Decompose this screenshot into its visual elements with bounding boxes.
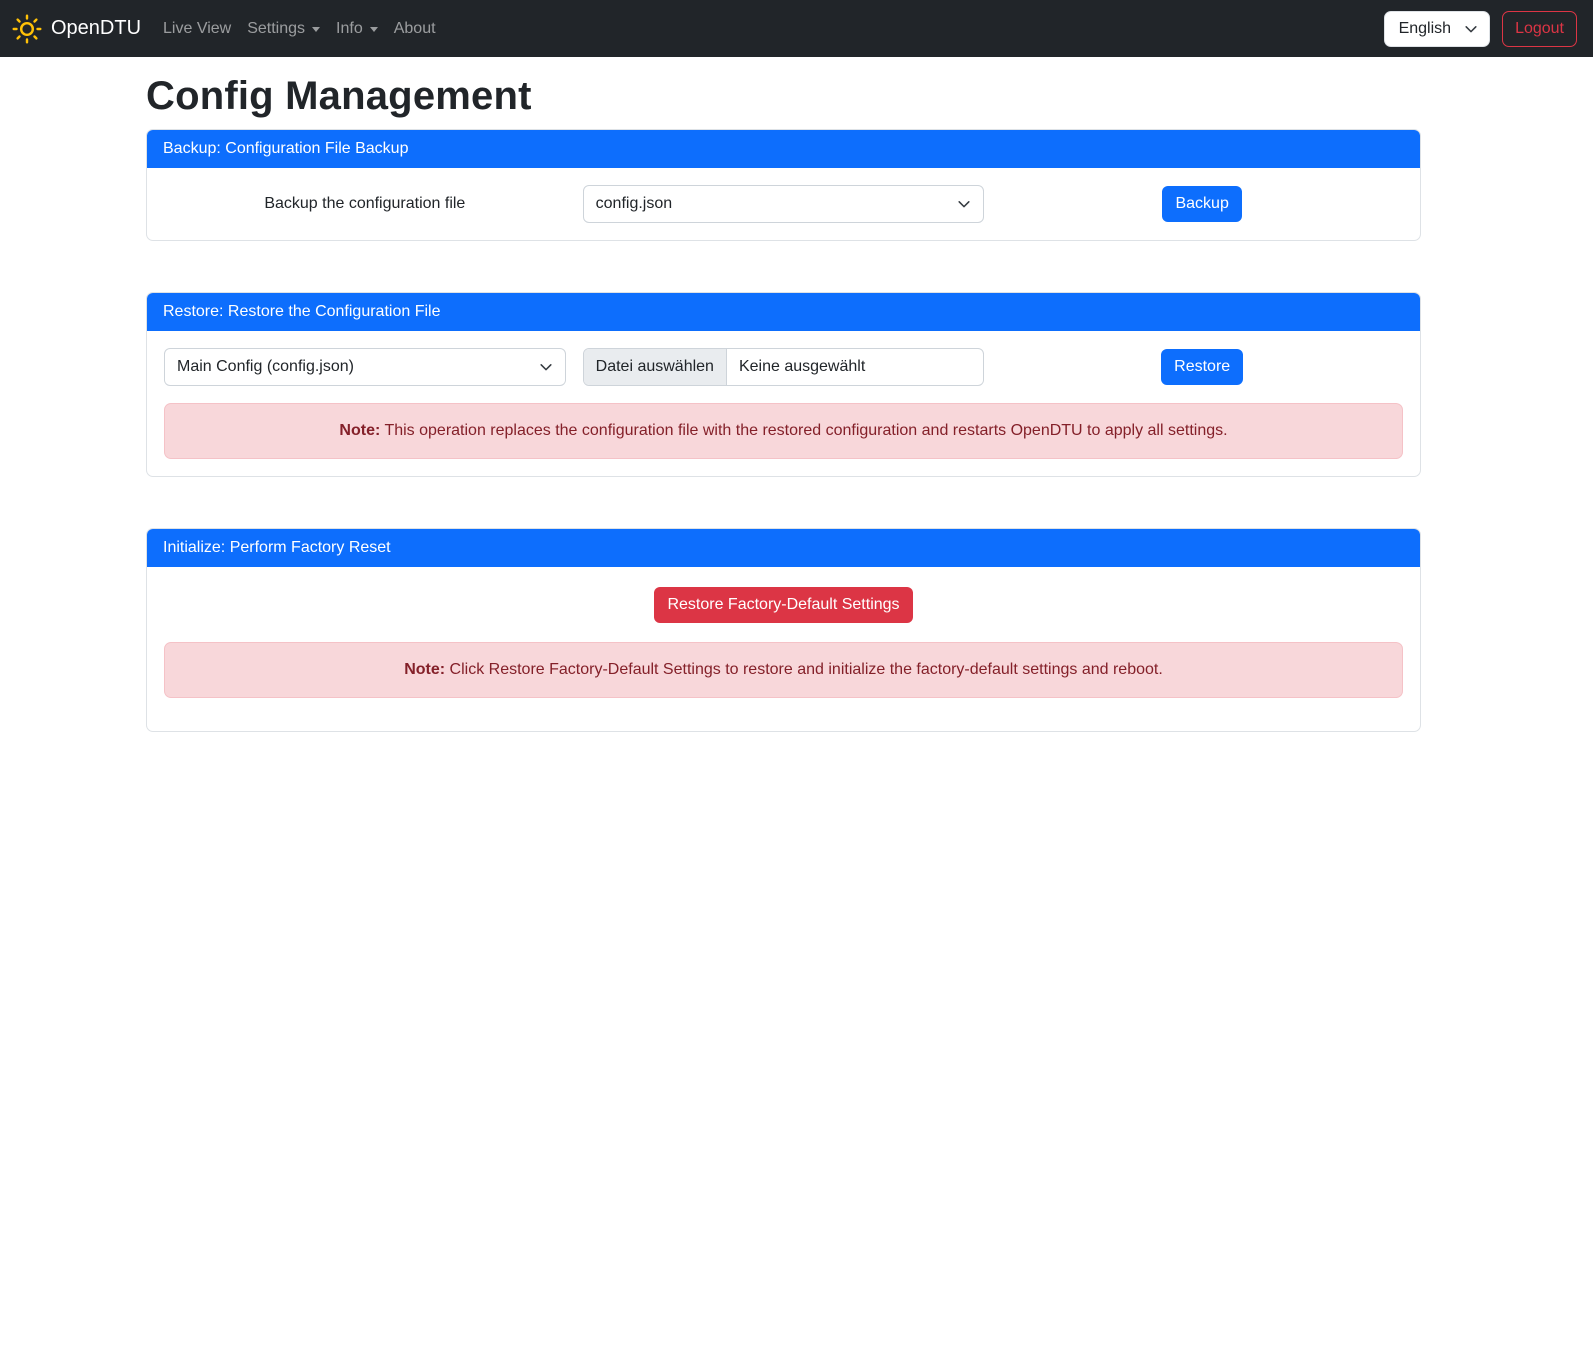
restore-note-alert	[164, 403, 1403, 459]
chevron-down-icon	[1464, 22, 1478, 36]
chevron-down-icon	[539, 360, 553, 374]
chevron-down-icon	[957, 197, 971, 211]
navbar	[0, 0, 1593, 57]
restore-config-select[interactable]	[164, 348, 566, 386]
restore-button[interactable]: Restore	[1161, 349, 1243, 385]
nav-item-settings[interactable]	[239, 12, 328, 46]
factory-note-alert	[164, 642, 1403, 698]
restore-card-body	[147, 331, 1420, 476]
backup-card-header: Backup: Configuration File Backup	[147, 130, 1420, 168]
language-select-value: English	[1398, 19, 1452, 37]
main-content	[146, 74, 1421, 732]
restore-config-select-value: Main Config (config.json)	[177, 358, 354, 375]
backup-file-select-value: config.json	[595, 195, 673, 212]
restore-file-input[interactable]	[583, 348, 985, 386]
navbar-right	[1384, 11, 1577, 47]
chevron-down-icon	[370, 27, 378, 32]
page-title: Config Management	[146, 74, 532, 118]
restore-card	[146, 292, 1421, 477]
backup-file-select[interactable]	[583, 185, 985, 223]
brand-link[interactable]	[12, 14, 141, 44]
backup-card	[146, 129, 1421, 241]
note-text: Click Restore Factory-Default Settings to restore and initialize the factory-default settings and reboot.	[445, 661, 1163, 678]
factory-reset-button[interactable]: Restore Factory-Default Settings	[654, 587, 912, 623]
file-status-text: Keine ausgewählt	[738, 358, 866, 375]
sun-icon	[12, 14, 42, 44]
nav-links	[155, 12, 444, 46]
factory-card-body	[147, 567, 1420, 731]
nav-item-live-view[interactable]	[155, 12, 239, 46]
backup-card-body	[147, 168, 1420, 240]
language-select[interactable]	[1384, 11, 1490, 47]
brand-label: OpenDTU	[51, 17, 142, 39]
nav-item-label: Info	[336, 19, 363, 37]
factory-card-header: Initialize: Perform Factory Reset	[147, 529, 1420, 567]
nav-item-about[interactable]	[386, 12, 444, 46]
nav-item-info[interactable]	[328, 12, 386, 46]
nav-item-label: Settings	[247, 19, 306, 37]
note-label: Note:	[339, 422, 381, 439]
factory-reset-card	[146, 528, 1421, 732]
logout-button[interactable]: Logout	[1502, 11, 1577, 47]
nav-item-label: About	[393, 19, 436, 37]
backup-file-label: Backup the configuration file	[264, 195, 466, 212]
restore-card-header: Restore: Restore the Configuration File	[147, 293, 1420, 331]
backup-button[interactable]: Backup	[1162, 186, 1241, 222]
note-label: Note:	[404, 661, 446, 678]
file-choose-button[interactable]: Datei auswählen	[584, 349, 727, 385]
chevron-down-icon	[312, 27, 320, 32]
note-text: This operation replaces the configuration file with the restored configuration and restarts OpenDTU to apply all settings.	[380, 422, 1228, 439]
nav-item-label: Live View	[163, 19, 232, 37]
